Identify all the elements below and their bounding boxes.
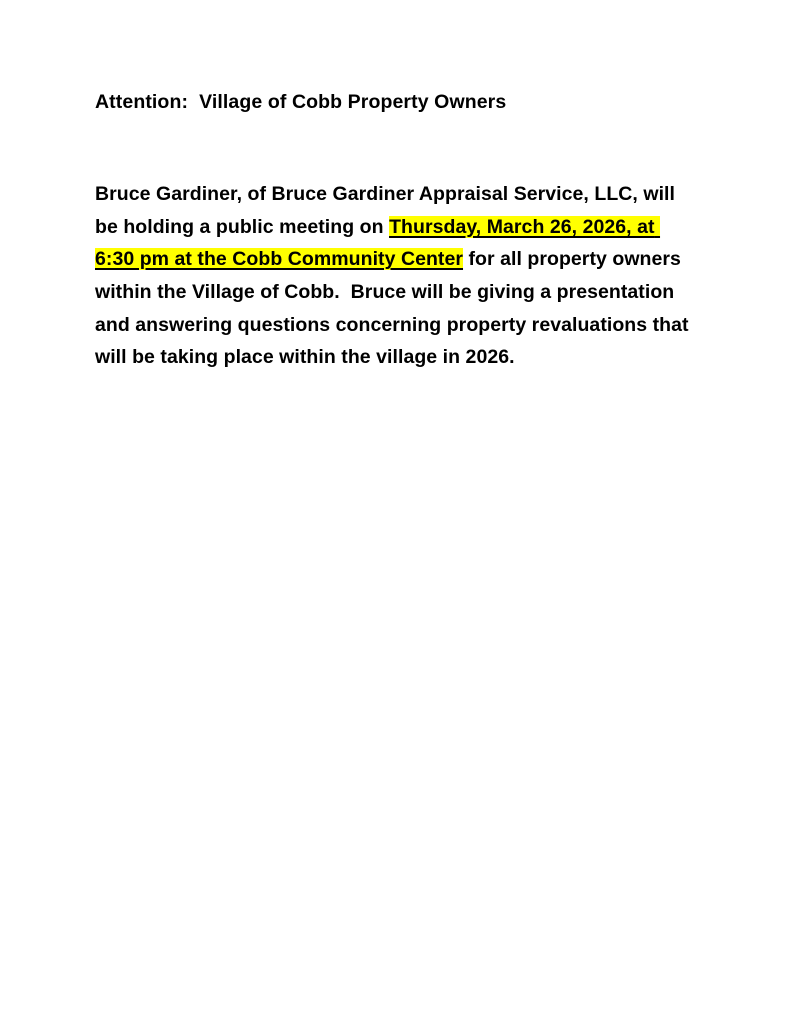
- highlighted-meeting-details: Thursday, March 26, 2026, at 6:30 pm at the Cobb Community Center: [95, 215, 661, 271]
- paragraph-text-before-highlight: Bruce Gardiner, of Bruce Gardiner Appraisal Service, LLC, will be holding a public meeting on: [95, 183, 681, 238]
- paragraph-text-after-highlight: for all property owners within the Village of Cobb. Bruce will be giving a presentation and answering questions concerning property revaluations that will be taking place within the village in 2026.: [95, 248, 695, 369]
- notice-paragraph: [95, 178, 695, 374]
- page-title: Attention: Village of Cobb Property Owners: [95, 91, 507, 113]
